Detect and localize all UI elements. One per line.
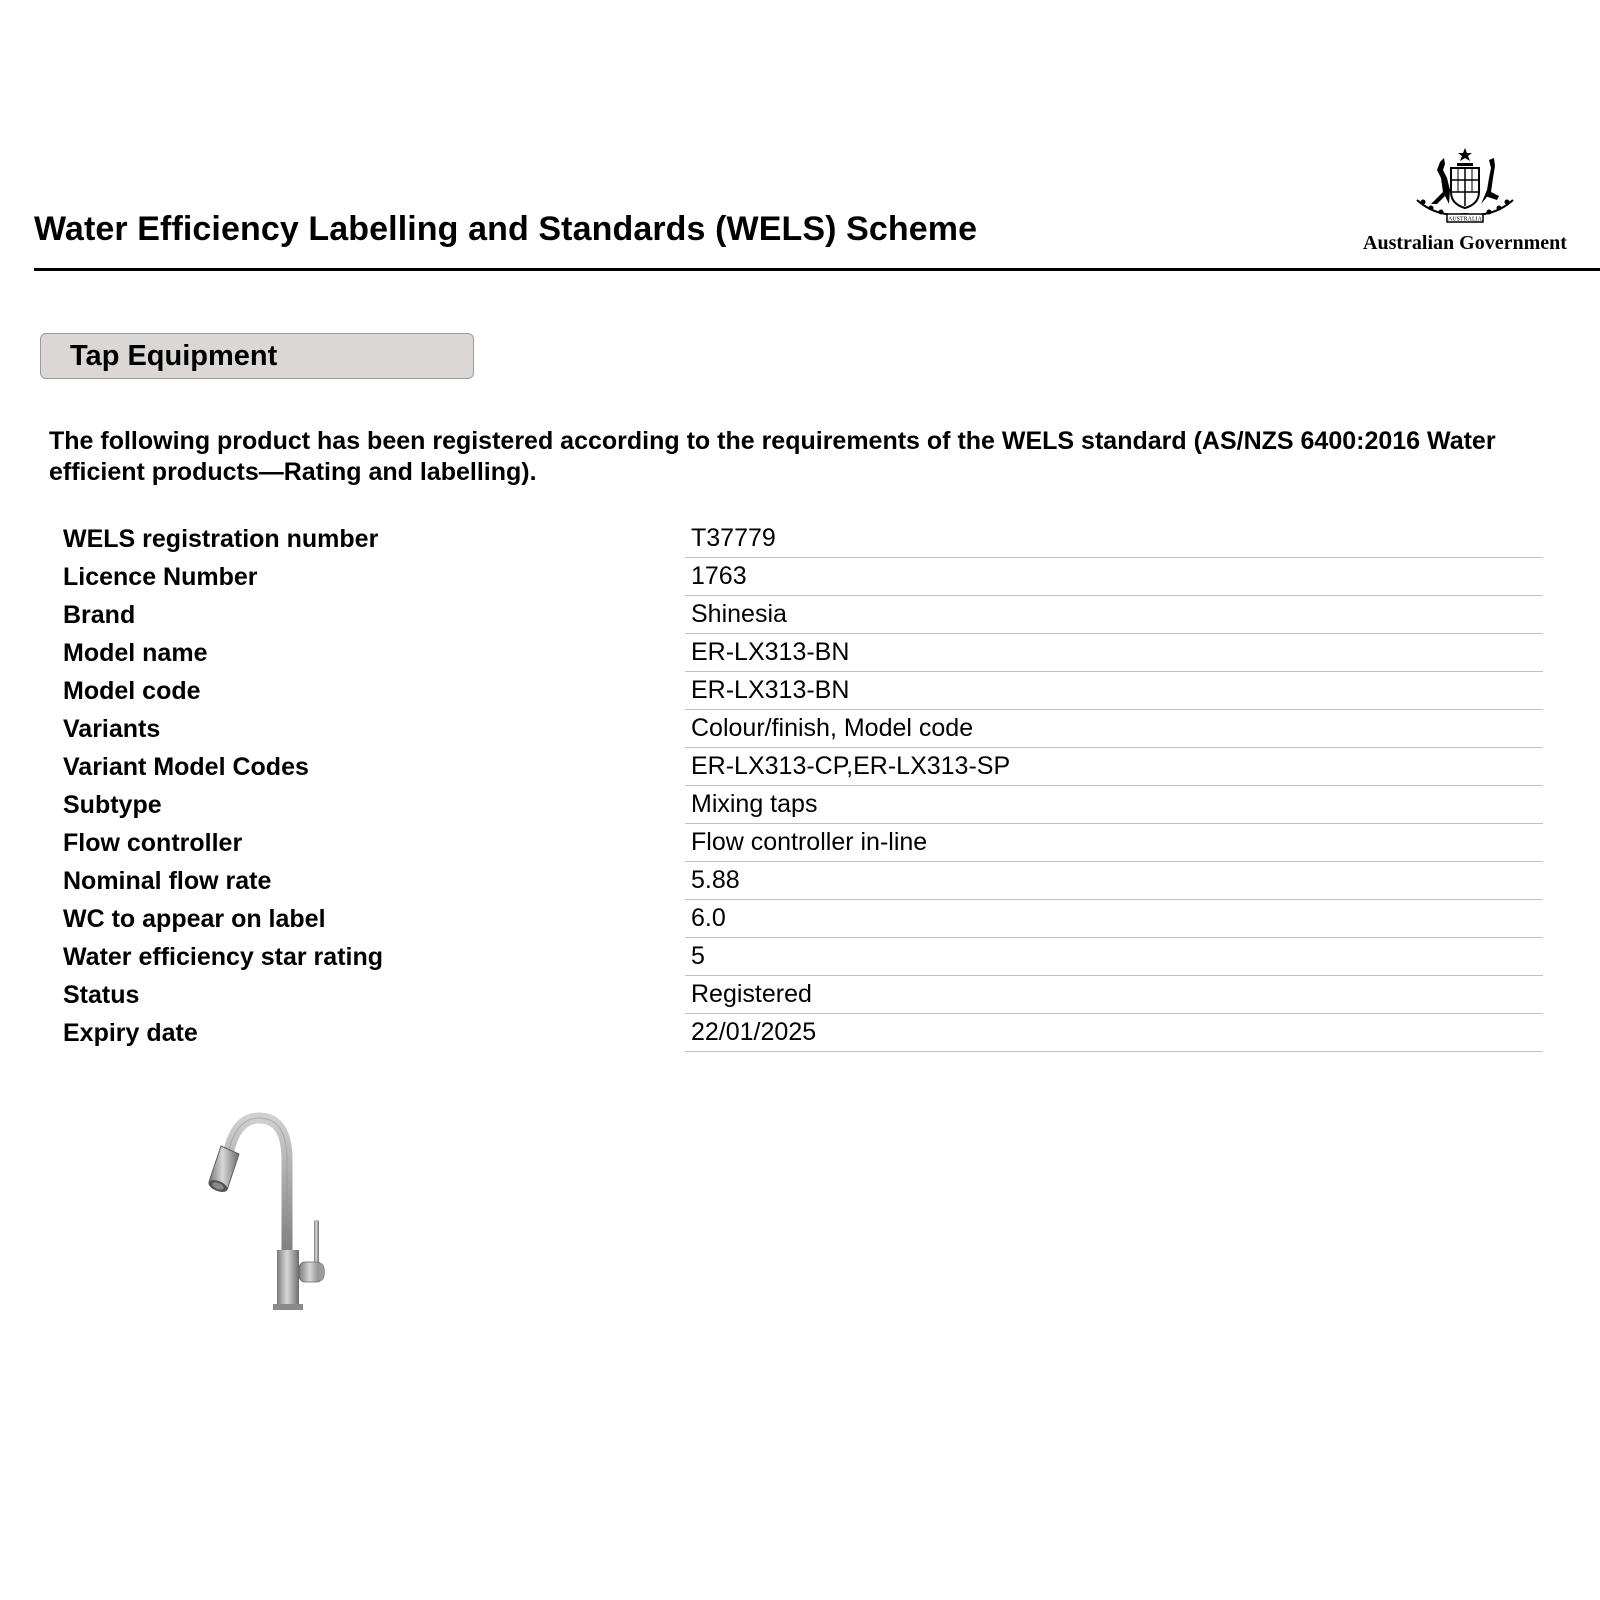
detail-value: 6.0	[685, 900, 1543, 938]
detail-label: Brand	[63, 601, 136, 629]
detail-row-model-name	[63, 634, 1543, 672]
detail-label: Variants	[63, 715, 161, 743]
detail-row-nominal-flow-rate	[63, 862, 1543, 900]
product-image	[195, 1110, 345, 1310]
detail-value: ER-LX313-BN	[685, 672, 1543, 710]
detail-value: Shinesia	[685, 596, 1543, 634]
crest-motto: AUSTRALIA	[1448, 216, 1482, 223]
detail-value: ER-LX313-CP,ER-LX313-SP	[685, 748, 1543, 786]
detail-row-variant-model-codes	[63, 748, 1543, 786]
detail-row-model-code	[63, 672, 1543, 710]
detail-value: Registered	[685, 976, 1543, 1014]
detail-label: Expiry date	[63, 1019, 198, 1047]
detail-label: Nominal flow rate	[63, 867, 272, 895]
detail-value: 5.88	[685, 862, 1543, 900]
coat-of-arms-icon	[1407, 148, 1523, 228]
detail-value: Flow controller in-line	[685, 824, 1543, 862]
detail-value: 22/01/2025	[685, 1014, 1543, 1052]
detail-row-flow-controller	[63, 824, 1543, 862]
detail-value: Mixing taps	[685, 786, 1543, 824]
detail-label: WC to appear on label	[63, 905, 326, 933]
detail-value: Colour/finish, Model code	[685, 710, 1543, 748]
detail-label: Status	[63, 981, 140, 1009]
detail-row-brand	[63, 596, 1543, 634]
government-logo	[1360, 148, 1570, 258]
category-heading: Tap Equipment	[40, 333, 474, 379]
detail-label: Subtype	[63, 791, 162, 819]
government-name: Australian Government	[1363, 232, 1567, 254]
page-title: Water Efficiency Labelling and Standards (WELS) Scheme	[34, 210, 978, 248]
detail-row-star-rating	[63, 938, 1543, 976]
detail-label: Variant Model Codes	[63, 753, 309, 781]
detail-row-expiry-date	[63, 1014, 1543, 1052]
detail-row-variants	[63, 710, 1543, 748]
detail-value: ER-LX313-BN	[685, 634, 1543, 672]
detail-row-registration-number	[63, 520, 1543, 558]
detail-row-wc-on-label	[63, 900, 1543, 938]
tap-icon	[195, 1110, 345, 1310]
detail-value: 5	[685, 938, 1543, 976]
detail-value: T37779	[685, 520, 1543, 558]
registration-statement: The following product has been registered according to the requirements of the WELS standard (AS/NZS 6400:2016 Water efficient products—Rating and labelling).	[49, 427, 1496, 486]
detail-row-status	[63, 976, 1543, 1014]
header-divider	[34, 268, 1600, 271]
detail-label: Water efficiency star rating	[63, 943, 384, 971]
detail-value: 1763	[685, 558, 1543, 596]
detail-label: Model code	[63, 677, 201, 705]
detail-label: Licence Number	[63, 563, 258, 591]
detail-label: Model name	[63, 639, 208, 667]
detail-label: Flow controller	[63, 829, 243, 857]
detail-row-licence-number	[63, 558, 1543, 596]
detail-row-subtype	[63, 786, 1543, 824]
product-details-table	[63, 520, 1543, 1052]
detail-label: WELS registration number	[63, 525, 379, 553]
